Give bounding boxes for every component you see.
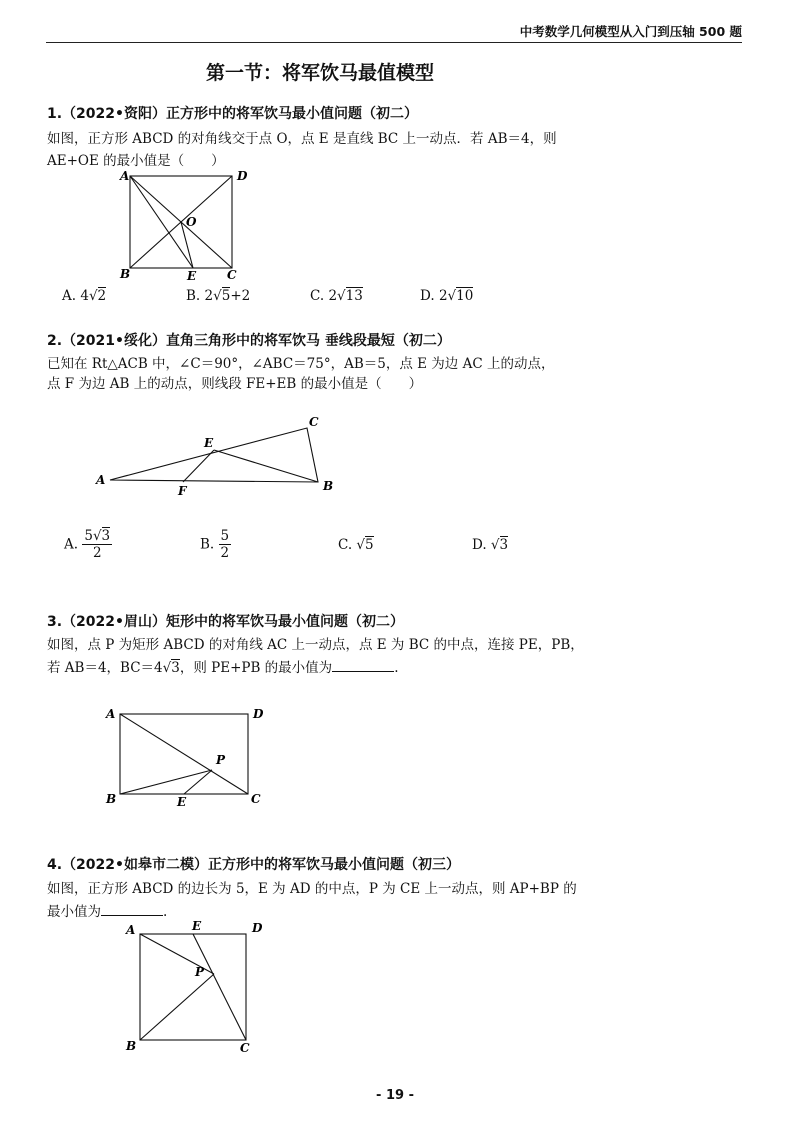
- q3-label-d: D: [253, 707, 264, 721]
- q1-option-b[interactable]: B. 2√5+2: [186, 288, 251, 304]
- q2-label-f: F: [178, 484, 187, 498]
- q1-option-c[interactable]: C. 2√13: [310, 288, 363, 304]
- q4-text-line2: 最小值为 .: [47, 904, 168, 920]
- q4-answer-blank[interactable]: [101, 915, 163, 916]
- q1-heading: 1.（2022•资阳）正方形中的将军饮马最小值问题（初二）: [47, 106, 418, 122]
- q1-label-a: A: [120, 169, 130, 183]
- q1-text-line2: AE+OE 的最小值是（ ）: [47, 153, 225, 169]
- q1-label-o: O: [186, 215, 197, 229]
- q2-option-a[interactable]: A. $\frac{5√3}{2}$: [64, 528, 111, 561]
- q4-label-b: B: [126, 1039, 137, 1053]
- q1-segment-ae: [130, 176, 193, 268]
- q2-option-c[interactable]: C. √5: [338, 537, 374, 553]
- q4-label-a: A: [126, 923, 136, 937]
- q3-text-line1: 如图，点 P 为矩形 ABCD 的对角线 AC 上一动点，点 E 为 BC 的中点，连接 PE，PB，: [47, 637, 584, 653]
- q2-text-line1: 已知在 Rt△ACB 中，∠C＝90°，∠ABC＝75°，AB＝5，点 E 为边 AC 上的动点，: [47, 356, 555, 372]
- q3-label-e: E: [177, 795, 187, 808]
- q2-label-b: B: [323, 479, 334, 493]
- book-title: 中考数学几何模型从入门到压轴 500 题: [519, 24, 742, 39]
- q4-segment-ec: [193, 934, 246, 1040]
- q4-segment-bp: [140, 974, 214, 1040]
- q2-segment-eb: [214, 450, 318, 482]
- q1-option-a[interactable]: A. 4√2: [62, 288, 107, 304]
- q1-label-d: D: [237, 169, 248, 183]
- q4-label-c: C: [240, 1041, 250, 1055]
- q2-text-line2: 点 F 为边 AB 上的动点，则线段 FE+EB 的最小值是（ ）: [47, 376, 423, 392]
- q1-figure: [110, 168, 250, 286]
- q1-label-e: E: [187, 269, 197, 283]
- q2-figure: [90, 412, 340, 502]
- q4-figure: [120, 918, 265, 1056]
- q1-label-b: B: [120, 267, 131, 281]
- q3-label-b: B: [106, 792, 117, 806]
- q1-text-line1: 如图，正方形 ABCD 的对角线交于点 O，点 E 是直线 BC 上一动点．若 AB＝4，则: [47, 131, 557, 147]
- q4-text-line1: 如图，正方形 ABCD 的边长为 5，E 为 AD 的中点，P 为 CE 上一动点，则 AP+BP 的: [47, 881, 577, 897]
- q3-figure: [100, 704, 275, 808]
- q3-diagonal-ac: [120, 714, 248, 794]
- q1-option-d[interactable]: D. 2√10: [420, 288, 474, 304]
- q3-label-c: C: [251, 792, 261, 806]
- q2-option-b[interactable]: B. $\frac{5}{2}$: [200, 528, 230, 561]
- q4-label-e: E: [192, 919, 202, 933]
- section-title: 第一节：将军饮马最值模型: [205, 62, 434, 84]
- q2-heading: 2.（2021•绥化）直角三角形中的将军饮马 垂线段最短（初二）: [47, 333, 451, 349]
- page-header: [46, 22, 742, 43]
- q2-label-e: E: [204, 436, 214, 450]
- q4-square: [140, 934, 246, 1040]
- q3-label-a: A: [106, 707, 116, 721]
- q2-label-a: A: [96, 473, 106, 487]
- q3-text-line2: 若 AB＝4，BC＝4√3，则 PE+PB 的最小值为 .: [47, 660, 399, 676]
- q4-label-d: D: [252, 921, 263, 935]
- page-number: - 19 -: [376, 1088, 414, 1103]
- q2-segment-ef: [183, 450, 214, 482]
- q3-label-p: P: [216, 753, 226, 767]
- q2-label-c: C: [309, 415, 319, 429]
- q1-label-c: C: [227, 268, 237, 282]
- q3-heading: 3.（2022•眉山）矩形中的将军饮马最小值问题（初二）: [47, 614, 404, 630]
- q2-option-d[interactable]: D. √3: [472, 537, 509, 553]
- q3-answer-blank[interactable]: [332, 671, 394, 672]
- q2-triangle-acb: [110, 428, 318, 482]
- q4-heading: 4.（2022•如皋市二模）正方形中的将军饮马最小值问题（初三）: [47, 857, 460, 873]
- q4-label-p: P: [195, 965, 205, 979]
